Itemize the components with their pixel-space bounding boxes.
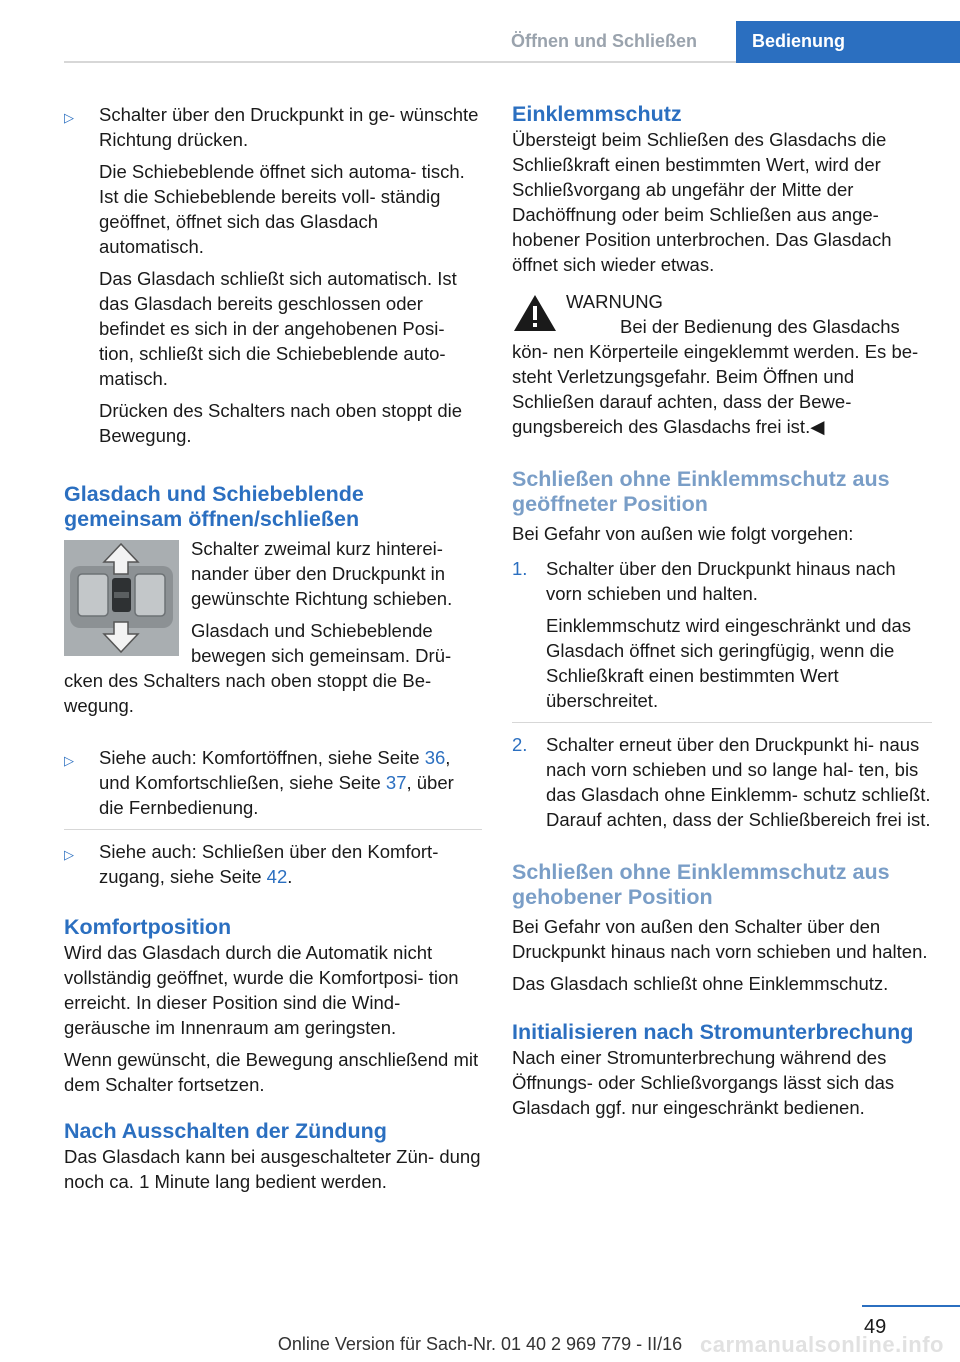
heading-einklemmschutz: Einklemmschutz [512, 102, 682, 126]
warning-title: WARNUNG [566, 291, 663, 312]
bullet-triangle-icon: ▷ [64, 110, 74, 125]
paragraph: Drücken des Schalters nach oben stoppt die Bewegung. [99, 400, 463, 446]
warning-triangle-icon [512, 293, 558, 333]
paragraph: Nach einer Stromunterbrechung während des Öffnungs- oder Schließvorgangs lässt sich das Glasdach ggf. nur eingeschränkt bedienen. [512, 1047, 895, 1118]
footer-online-version: Online Version für Sach-Nr. 01 40 2 969 779 - II/16 [277, 1334, 683, 1354]
paragraph: Schalter über den Druckpunkt hinaus nach vorn schieben und halten. [546, 558, 896, 604]
list-item [512, 732, 932, 832]
page-link-42[interactable]: 42 [266, 866, 288, 887]
list-item [64, 745, 482, 820]
right-column [512, 102, 932, 1127]
warning-box [512, 289, 932, 439]
paragraph: Übersteigt beim Schließen des Glasdachs die Schließkraft einen bestimmten Wert, wird der Schließvorgang ab ungefähr der Mitte der Dachöffnung oder beim Schließen aus ange‐ hobener Position unterbrochen. Das Glasdach öffnet sich wieder etwas. [512, 129, 892, 275]
heading-ohne-einklemmschutz-gehoben: Schließen ohne Einklemmschutz aus gehobener Position [512, 860, 890, 909]
page-number: 49 [864, 1316, 887, 1338]
paragraph: Bei Gefahr von außen wie folgt vorgehen: [512, 523, 854, 544]
list-item [512, 556, 932, 713]
paragraph: Bei Gefahr von außen den Schalter über den Druckpunkt hinaus nach vorn schieben und halten. [512, 916, 928, 962]
paragraph: Wird das Glasdach durch die Automatik nicht vollständig geöffnet, wurde die Komfortposi‐ tion erreicht. In dieser Position sind die Wind‐ geräusche im Innenraum am geringsten. [64, 942, 459, 1038]
step-number: 2. [512, 734, 528, 755]
paragraph: Schalter über den Druckpunkt in ge‐ wünschte Richtung drücken. [99, 104, 479, 150]
heading-ohne-einklemmschutz-geoeffnet: Schließen ohne Einklemmschutz aus geöffneter Position [512, 467, 890, 516]
paragraph: Schalter erneut über den Druckpunkt hi‐ naus nach vorn schieben und so lange hal‐ ten, bis das Glasdach ohne Einklemm‐ schutz schließt. Darauf achten, dass der Schließbereich frei ist. [546, 734, 931, 830]
bullet-triangle-icon: ▷ [64, 753, 74, 768]
switch-illustration [64, 540, 179, 656]
warning-text: Bei der Bedienung des Glasdachs kön‐ nen Körperteile eingeklemmt werden. Es be‐ steht Verletzungsgefahr. Beim Öffnen und Schließen darauf achten, dass der Bewe‐ gungsbereich des Glasdachs frei ist.◀ [512, 316, 919, 437]
list-divider [512, 722, 932, 723]
page-link-37[interactable]: 37 [385, 772, 407, 793]
paragraph: Das Glasdach schließt sich automatisch. Ist das Glasdach bereits geschlossen oder befindet es sich in der angehobenen Posi‐ tion, schließt sich die Schiebeblende auto‐ matisch. [99, 268, 457, 389]
page-link-36[interactable]: 36 [424, 747, 446, 768]
list-divider [64, 829, 482, 830]
paragraph: Glasdach und Schiebeblende bewegen sich gemeinsam. Drü‐ cken des Schalters nach oben stoppt die Be‐ wegung. [64, 620, 452, 716]
heading-glasdach-schiebeblende: Glasdach und Schiebeblende gemeinsam öffnen/schließen [64, 482, 364, 531]
header-chapter-tab: Bedienung [736, 21, 960, 63]
paragraph: Das Glasdach kann bei ausgeschalteter Zün‐ dung noch ca. 1 Minute lang bedient werden. [64, 1146, 481, 1192]
paragraph: Schalter zweimal kurz hinterei‐ nander über den Druckpunkt in gewünschte Richtung schieben. [191, 538, 453, 609]
paragraph: Einklemmschutz wird eingeschränkt und das Glasdach öffnet sich geringfügig, wenn die Schließkraft einen bestimmten Wert überschreitet. [546, 615, 912, 711]
left-column [64, 102, 482, 1201]
bullet-triangle-icon: ▷ [64, 847, 74, 862]
heading-komfortposition: Komfortposition [64, 915, 232, 939]
list-item [64, 102, 482, 448]
footer-rule [862, 1305, 960, 1307]
paragraph: Wenn gewünscht, die Bewegung anschließend mit dem Schalter fortsetzen. [64, 1049, 479, 1095]
paragraph: Das Glasdach schließt ohne Einklemmschutz. [512, 973, 889, 994]
watermark: carmanualsonline.info [700, 1332, 944, 1357]
list-item [64, 839, 482, 889]
header-section-title: Öffnen und Schließen [511, 31, 698, 51]
paragraph: Die Schiebeblende öffnet sich automa‐ tisch. Ist die Schiebeblende bereits voll‐ ständig geöffnet, öffnet sich das Glasdach automatisch. [99, 161, 465, 257]
heading-nach-ausschalten: Nach Ausschalten der Zündung [64, 1119, 387, 1143]
paragraph: Siehe auch: Komfortöffnen, siehe Seite 36, und Komfortschließen, siehe Seite 37, über die Fernbedienung. [99, 747, 454, 818]
step-number: 1. [512, 558, 528, 579]
heading-initialisieren: Initialisieren nach Stromunterbrechung [512, 1020, 914, 1044]
paragraph: Siehe auch: Schließen über den Komfort‐ zugang, siehe Seite 42. [99, 841, 439, 887]
